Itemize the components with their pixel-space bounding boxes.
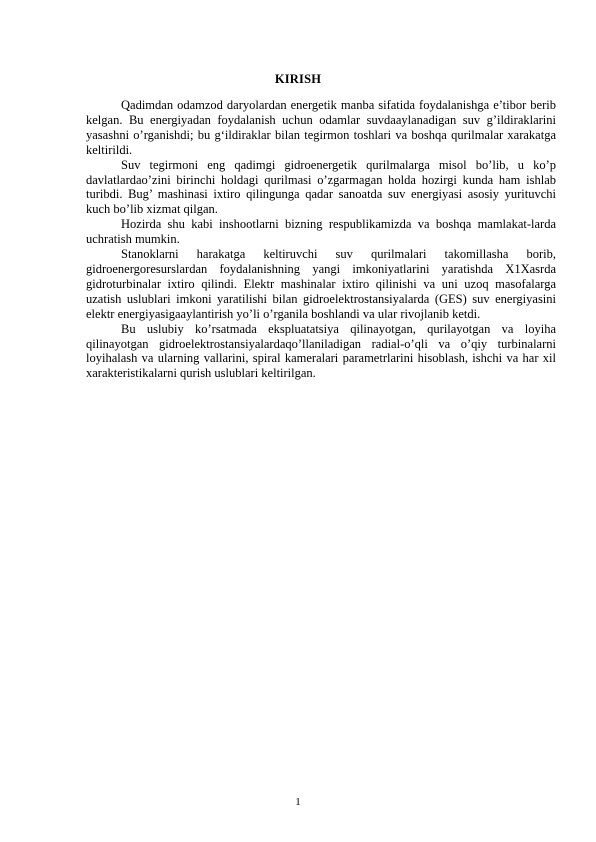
paragraph-5: Bu uslubiy ko’rsatmada ekspluatatsiya qilinayotgan, qurilayotgan va loyiha qilinayotgan gidroelektrostansiyalardaqo’llaniladigan radial-o’qli va o’qiy turbinalarni loyihalash va ularning vallarini, spiral kameralari parametrlarini hisoblash, ishchi va har xil xarakteristikalarni qurish uslublari keltirilgan. [86, 321, 556, 381]
paragraph-3: Hozirda shu kabi inshootlarni bizning respublikamizda va boshqa mamlakat-larda uchratish mumkin. [86, 217, 556, 247]
page-title: KIRISH [274, 72, 322, 86]
page-number: 1 [295, 796, 301, 808]
paragraph-4: Stanoklarni harakatga keltiruvchi suv qurilmalari takomillasha borib, gidroenergoresurslardan foydalanishning yangi imkoniyatlarini yaratishda X1Xasrda gidroturbinalar ixtiro qilindi. Elektr mashinalar ixtiro qilinishi va uni uzoq masofalarga uzatish uslublari imkoni yaratilishi bilan gidroelektrostansiyalarda (GES) suv energiyasini elektr energiyasigaaylantirish yo’li o’rganila boshlandi va ular rivojlanib ketdi. [86, 247, 556, 321]
body-text [86, 98, 556, 381]
paragraph-2: Suv tegirmoni eng qadimgi gidroenergetik qurilmalarga misol bo’lib, u ko’p davlatlardao’zini birinchi holdagi qurilmasi o’zgarmagan holda hozirgi kunda ham ishlab turibdi. Bug’ mashinasi ixtiro qilingunga qadar sanoatda suv energiyasi asosiy yurituvchi kuch bo’lib xizmat qilgan. [86, 157, 556, 217]
paragraph-1: Qadimdan odamzod daryolardan energetik manba sifatida foydalanishga e’tibor berib kelgan. Bu energiyadan foydalanish uchun odamlar suvdaaylanadigan suv g’ildiraklarini yasashni o’rganishdi; bu g‘ildiraklar bilan tegirmon toshlari va boshqa qurilmalar xarakatga keltirildi. [86, 98, 556, 157]
